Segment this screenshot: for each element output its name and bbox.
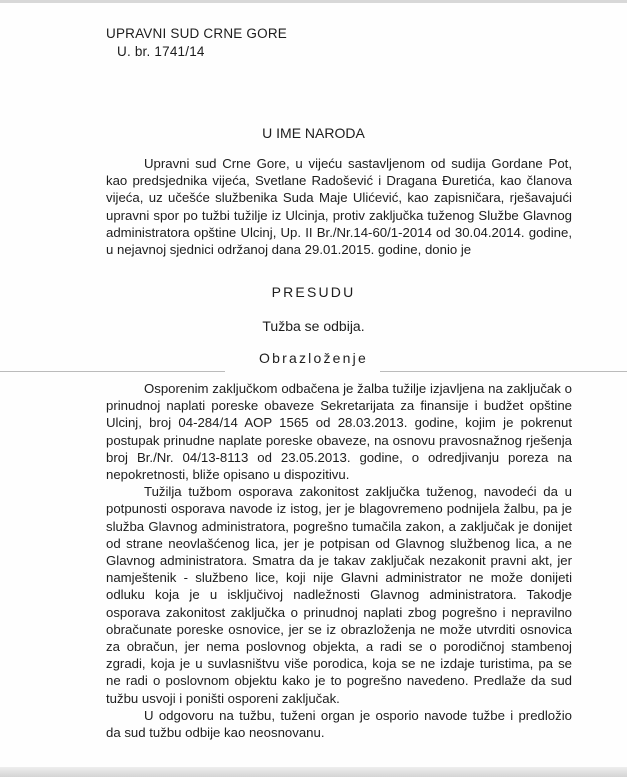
intro-paragraph: Upravni sud Crne Gore, u vijeću sastavljenom od sudija Gordane Pot, kao predsjednika vijeća, Svetlane Radošević i Dragana Đuretića, kao članova vijeća, uz učešće službenika Suda Maje Ulićević, kao zapisničara, rješavajući upravni spor po tužbi tužilje iz Ulcinja, protiv zaključka tuženog Službe Glavnog administratora opštine Ulcinj, Up. II Br./Nr.14-60/1-2014 od 30.04.2014. godine, u nejavnoj sjednici održanoj dana 29.01.2015. godine, donio je bbox=[106, 156, 572, 258]
case-number: U. br. 1741/14 bbox=[117, 44, 205, 59]
reasoning-block bbox=[106, 380, 572, 741]
reasoning-paragraph-2: Tužilja tužbom osporava zakonitost zaključka tuženog, navodeći da u potpunosti osporava navode iz istog, jer je blagovremeno podnijela žalbu, pa je služba Glavnog administratora, pogrešno tumačila zakon, a zaključak je donijet od strane neovlašćenog lica, jer je potpisan od Glavnog službenog lica, a ne Glavnog administratora. Smatra da je takav zaključak nezakonit pravni akt, jer namještenik - službeno lice, koji nije Glavni administrator ne može donijeti odluku koja je u isključivoj nadležnosti Glavnog administratora. Takodje osporava zakonitost zaključka o prinudnoj naplati zbog pogrešno i nepravilno obračunate poreske osnovice, jer se iz obrazloženja ne može utvrditi osnovica za obračun, jer nema poslovnog objekta, a radi se o porodičnoj stambenoj zgradi, koja je u suvlasništvu više porodica, koja se ne izdaje turistima, pa se ne radi o poslovnom objektu kako je to pogrešno navedeno. Predlaže da sud tužbu usvoji i poništi osporeni zaključak. bbox=[106, 484, 572, 706]
court-name: UPRAVNI SUD CRNE GORE bbox=[106, 26, 287, 41]
scan-artifact-line bbox=[380, 371, 627, 372]
verdict-heading: PRESUDU bbox=[271, 284, 356, 300]
document-title: U IME NARODA bbox=[262, 125, 365, 141]
verdict-text: Tužba se odbija. bbox=[262, 318, 365, 334]
reasoning-heading: Obrazloženje bbox=[259, 350, 368, 366]
reasoning-paragraph-1: Osporenim zaključkom odbačena je žalba tužilje izjavljena na zaključak o prinudnoj naplati poreske obaveze Sekretarijata za finansije i budžet opštine Ulcinj, broj 04-284/14 AOP 1565 od 28.03.2013. godine, kojim je pokrenut postupak prinudne naplate poreske obaveze, na osnovu pravosnažnog rješenja broj Br./Nr. 04/13-8113 od 23.05.2013. godine, o odredjivanju poreza na nepokretnosti, bliže opisano u dispozitivu. bbox=[106, 381, 572, 483]
scan-bottom-edge bbox=[0, 767, 627, 777]
intro-block bbox=[106, 155, 572, 258]
reasoning-paragraph-3: U odgovoru na tužbu, tuženi organ je osporio navode tužbe i predložio da sud tužbu odbije kao neosnovanu. bbox=[106, 707, 572, 741]
scan-artifact-line bbox=[0, 371, 225, 372]
scan-top-edge bbox=[0, 0, 627, 3]
